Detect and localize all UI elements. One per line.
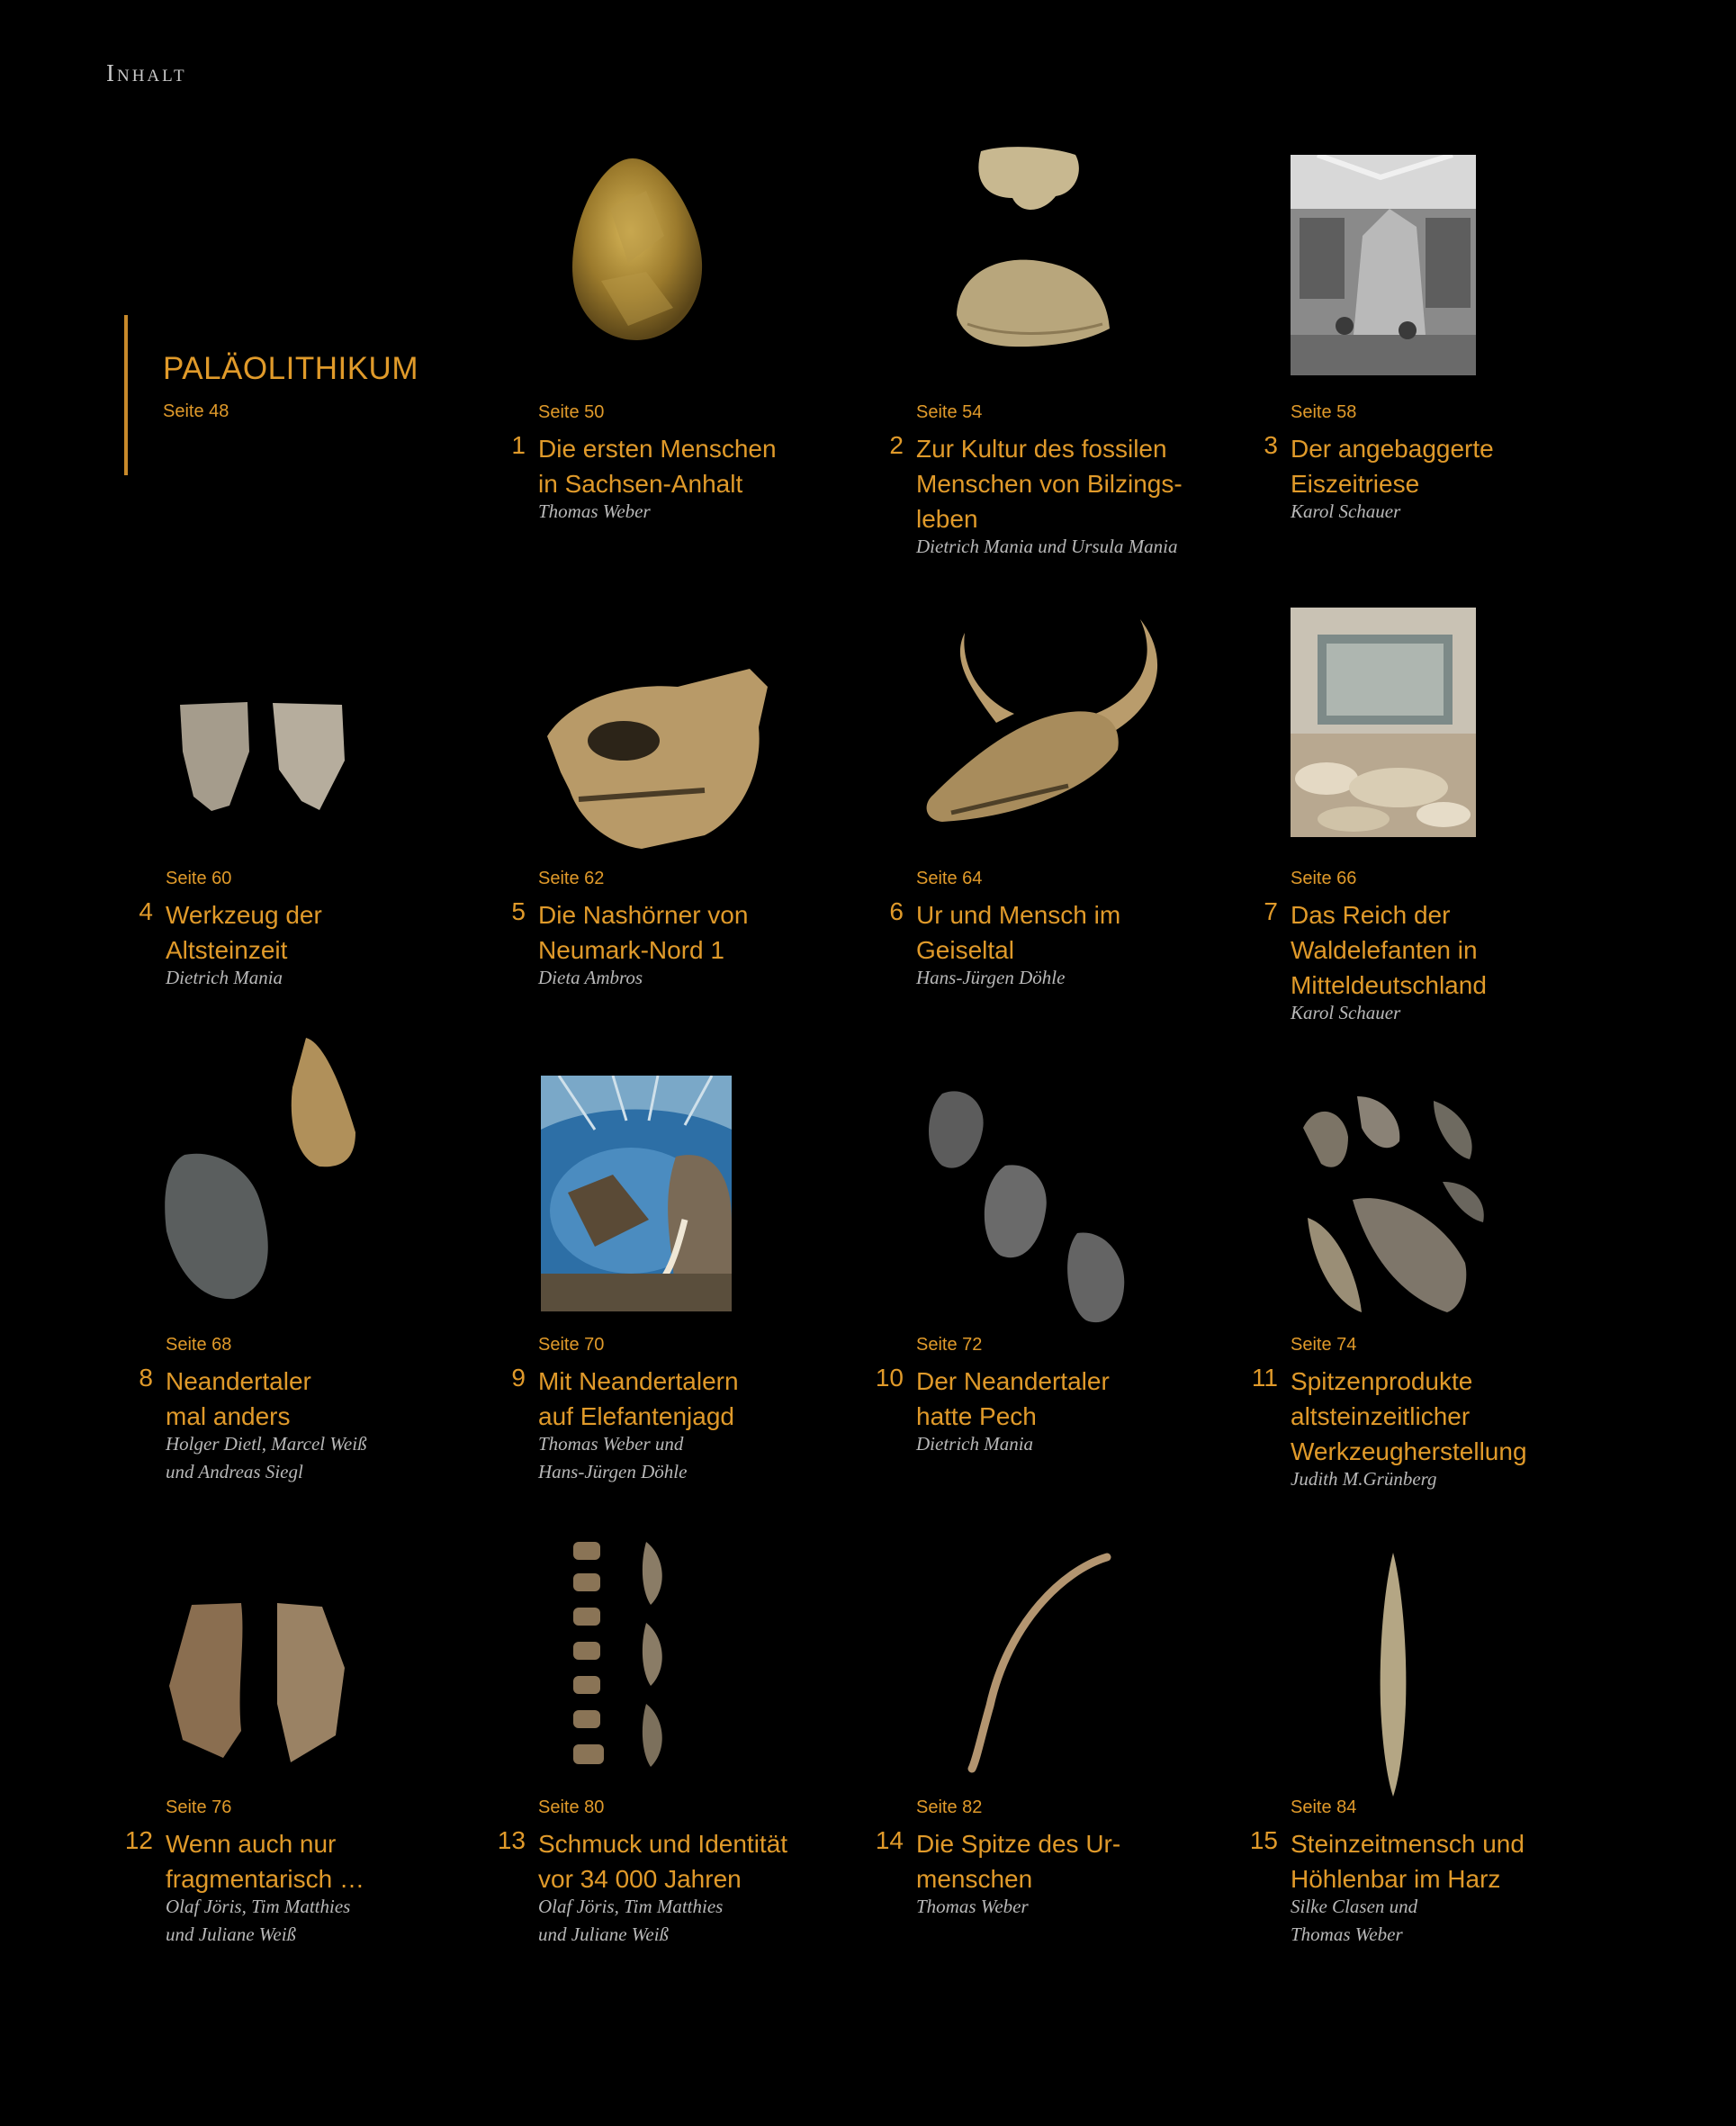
hand-axe-image <box>565 155 709 344</box>
entry-author: Silke Clasen und Thomas Weber <box>1291 1896 1418 1945</box>
entry-page: Seite 70 <box>538 1335 605 1355</box>
entry-number: 5 <box>511 897 526 925</box>
entry-title: Spitzenprodukte altsteinzeitlicher Werkzeugherstellung <box>1291 1367 1527 1465</box>
entry-page: Seite 84 <box>1291 1797 1357 1817</box>
section-divider-bar <box>124 315 128 475</box>
aurochs-skull-image <box>915 615 1176 835</box>
entry-author: Hans-Jürgen Döhle <box>916 967 1066 988</box>
entry-author: Judith M.Grünberg <box>1291 1468 1437 1490</box>
entry-number: 12 <box>124 1826 153 1854</box>
bones-excavation-photo <box>1291 608 1476 837</box>
entry-number: 7 <box>1264 897 1278 925</box>
entry-author: Karol Schauer <box>1291 500 1401 522</box>
entry-page: Seite 68 <box>166 1335 232 1355</box>
entry-author: Olaf Jöris, Tim Matthies und Juliane Weiß <box>538 1896 724 1945</box>
beads-image <box>570 1537 673 1770</box>
entry-title: Mit Neandertalern auf Elefantenjagd <box>538 1367 739 1430</box>
entry-author: Olaf Jöris, Tim Matthies und Juliane Weiß <box>166 1896 351 1945</box>
stones-image <box>162 1033 360 1303</box>
entry-author: Thomas Weber und Hans-Jürgen Döhle <box>538 1433 688 1482</box>
entry-title: Schmuck und Identität vor 34 000 Jahren <box>538 1830 788 1893</box>
entry-author: Dietrich Mania <box>166 967 283 988</box>
rhino-skull-image <box>543 664 772 851</box>
entry-author: Thomas Weber <box>916 1896 1029 1917</box>
entry-title: Wenn auch nur fragmentarisch … <box>166 1830 364 1893</box>
entry-title: Werkzeug der Altsteinzeit <box>166 901 322 964</box>
entry-page: Seite 58 <box>1291 402 1357 422</box>
entry-page: Seite 82 <box>916 1797 983 1817</box>
museum-skeleton-photo <box>1291 155 1476 375</box>
entry-number: 10 <box>875 1364 904 1392</box>
entry-page: Seite 72 <box>916 1335 983 1355</box>
entry-title: Die ersten Menschen in Sachsen-Anhalt <box>538 435 777 498</box>
page-header: Inhalt <box>106 59 187 86</box>
entry-number: 6 <box>889 897 904 925</box>
entry-page: Seite 74 <box>1291 1335 1357 1355</box>
entry-page: Seite 60 <box>166 869 232 888</box>
entry-title: Neandertaler mal anders <box>166 1367 311 1430</box>
entry-page: Seite 80 <box>538 1797 605 1817</box>
stone-tools-image <box>175 698 346 815</box>
entry-number: 14 <box>875 1826 904 1854</box>
entry-page: Seite 76 <box>166 1797 232 1817</box>
entry-author: Dietrich Mania <box>916 1433 1034 1455</box>
entry-author: Thomas Weber <box>538 500 651 522</box>
entry-number: 2 <box>889 431 904 459</box>
entry-number: 13 <box>497 1826 526 1854</box>
entry-title: Die Spitze des Ur- menschen <box>916 1830 1121 1893</box>
pitch-lumps-image <box>924 1085 1133 1328</box>
entry-page: Seite 64 <box>916 869 983 888</box>
entry-number: 4 <box>139 897 153 925</box>
entry-title: Steinzeitmensch und Höhlenbar im Harz <box>1291 1830 1525 1893</box>
ivory-point-image <box>954 1553 1111 1773</box>
bone-fragments-image <box>165 1596 349 1767</box>
entry-author: Holger Dietl, Marcel Weiß und Andreas Siegl <box>166 1433 367 1482</box>
entry-number: 3 <box>1264 431 1278 459</box>
flint-points-image <box>1299 1092 1492 1317</box>
entry-page: Seite 54 <box>916 402 983 422</box>
entry-number: 9 <box>511 1364 526 1392</box>
entry-number: 8 <box>139 1364 153 1392</box>
entry-author: Karol Schauer <box>1291 1002 1401 1023</box>
entry-number: 1 <box>511 431 526 459</box>
entry-title: Der Neandertaler hatte Pech <box>916 1367 1110 1430</box>
entry-title: Das Reich der Waldelefanten in Mitteldeutschland <box>1291 901 1487 999</box>
entry-number: 15 <box>1249 1826 1278 1854</box>
section-title: PALÄOLITHIKUM <box>163 351 418 386</box>
entry-page: Seite 50 <box>538 402 605 422</box>
entry-author: Dietrich Mania und Ursula Mania <box>916 536 1178 557</box>
entry-page: Seite 62 <box>538 869 605 888</box>
bone-point-image <box>1375 1551 1411 1798</box>
entry-author: Dieta Ambros <box>538 967 643 988</box>
skull-fragments-image <box>949 144 1111 383</box>
entry-title: Zur Kultur des fossilen Menschen von Bilzings- leben <box>916 435 1183 533</box>
entry-page: Seite 66 <box>1291 869 1357 888</box>
elephant-exhibit-photo <box>541 1076 732 1311</box>
section-page: Seite 48 <box>163 401 229 421</box>
entry-number: 11 <box>1251 1364 1278 1392</box>
entry-title: Der angebaggerte Eiszeitriese <box>1291 435 1494 498</box>
entry-title: Ur und Mensch im Geiseltal <box>916 901 1121 964</box>
entry-title: Die Nashörner von Neumark-Nord 1 <box>538 901 749 964</box>
